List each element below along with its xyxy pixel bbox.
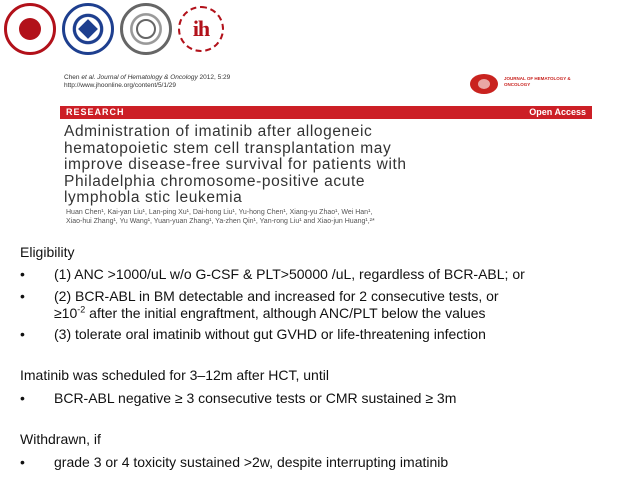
schedule-heading: Imatinib was scheduled for 3–12m after HCT, until: [20, 367, 329, 383]
title-line: improve disease-free survival for patients with: [64, 156, 407, 173]
ihb-logo-icon: ih: [178, 6, 224, 52]
research-label: RESEARCH: [66, 107, 125, 117]
title-line: Philadelphia chromosome-positive acute: [64, 172, 366, 190]
journal-name: JOURNAL OF HEMATOLOGY & ONCOLOGY: [504, 76, 571, 87]
withdrawn-heading: Withdrawn, if: [20, 431, 101, 447]
citation: Chen et al. Journal of Hematology & Oncology 2012, 5:29 http://www.jhoonline.org/content/5/1/29: [64, 74, 231, 89]
bullet-icon: •: [20, 454, 25, 470]
peking-university-seal-icon: [4, 3, 56, 55]
paper-header-image: [60, 72, 592, 232]
hematology-institute-seal-icon: [120, 3, 172, 55]
bullet-icon: •: [20, 288, 25, 304]
citation-url: http://www.jhoonline.org/content/5/1/29: [64, 82, 177, 89]
bullet-icon: •: [20, 266, 25, 282]
eligibility-heading: Eligibility: [20, 244, 75, 260]
open-access-label: Open Access: [529, 107, 586, 117]
journal-logo-icon: [470, 74, 498, 94]
bullet-icon: •: [20, 390, 25, 406]
research-band: [60, 106, 592, 119]
title-line: hematopoietic stem cell transplantation may: [64, 139, 392, 157]
title-line: Administration of imatinib after allogeneic: [64, 123, 373, 140]
author-list: Huan Chen¹, Kai-yan Liu¹, Lan-ping Xu¹, Dai-hong Liu¹, Yu-hong Chen¹, Xiang-yu Zhao¹, Wei Han¹, Xiao-hui Zhang¹, Yu Wang¹, Yuan-yuan Zhang¹, Ya-zhen Qin¹, Yan-rong Liu¹ and Xiao-jun Huang¹,²*: [66, 209, 375, 225]
bullet-icon: •: [20, 326, 25, 342]
logo-strip: [4, 2, 224, 56]
paper-title: [64, 124, 584, 207]
title-line: lymphobla stic leukemia: [64, 189, 243, 206]
hospital-seal-icon: [62, 3, 114, 55]
